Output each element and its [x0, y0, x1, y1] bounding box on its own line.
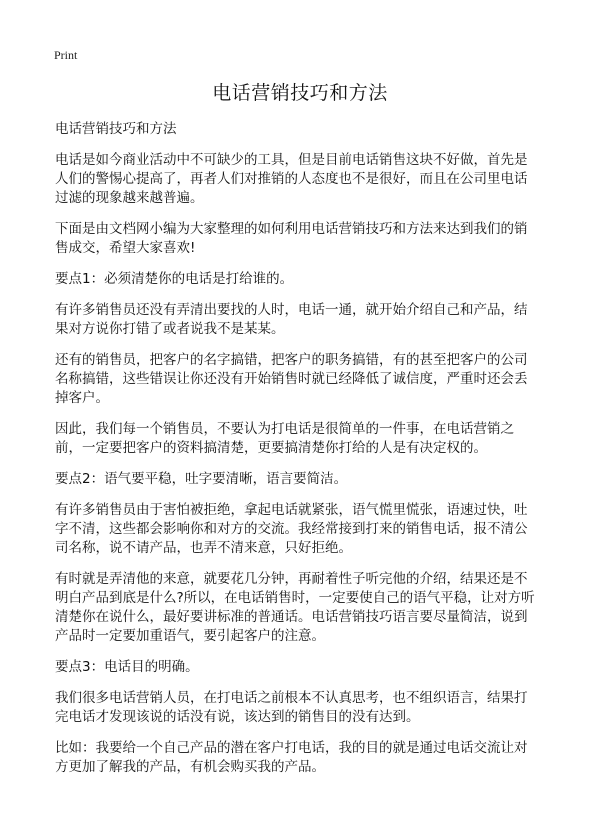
- paragraph: 因此，我们每一个销售员，不要认为打电话是很简单的一件事，在电话营销之前，一定要把客户的资料搞清楚，更要搞清楚你打给的人是有决定权的。: [55, 421, 514, 456]
- page-title: 电话营销技巧和方法: [212, 82, 388, 104]
- key-point-heading: 要点1：必须清楚你的电话是打给谁的。: [55, 271, 294, 287]
- paragraph: 我们很多电话营销人员，在打电话之前根本不认真思考，也不组织语言，结果打完电话才发现该说的话没有说，该达到的销售目的没有达到。: [55, 690, 528, 725]
- paragraph: 比如：我要给一个自己产品的潜在客户打电话，我的目的就是通过电话交流让对方更加了解我的产品，有机会购买我的产品。: [55, 740, 528, 775]
- paragraph: 还有的销售员，把客户的名字搞错，把客户的职务搞错，有的甚至把客户的公司名称搞错，这些错误让你还没有开始销售时就已经降低了诚信度，严重时还会丢掉客户。: [55, 352, 528, 406]
- paragraph: 有许多销售员还没有弄清出要找的人时，电话一通，就开始介绍自己和产品，结果对方说你打错了或者说我不是某某。: [55, 302, 528, 337]
- paragraph: 下面是由文档网小编为大家整理的如何利用电话营销技巧和方法来达到我们的销售成交，希望大家喜欢!: [55, 221, 528, 256]
- key-point-heading: 要点3：电话目的明确。: [55, 659, 199, 675]
- key-point-heading: 要点2：语气要平稳，吐字要清晰，语言要简洁。: [55, 471, 348, 487]
- paragraph: 有许多销售员由于害怕被拒绝，拿起电话就紧张，语气慌里慌张，语速过快，吐字不清，这些都会影响你和对方的交流。我经常接到打来的销售电话，报不清公司名称，说不请产品，也弄不清来意，只好拒绝。: [55, 502, 528, 556]
- print-link[interactable]: Print: [54, 48, 78, 62]
- paragraph: 电话是如今商业活动中不可缺少的工具，但是目前电话销售这块不好做，首先是人们的警惕心提高了，再者人们对推销的人态度也不是很好，而且在公司里电话过滤的现象越来越普遍。: [55, 152, 528, 206]
- subtitle-paragraph: 电话营销技巧和方法: [55, 121, 177, 137]
- paragraph: 有时就是弄清他的来意，就要花几分钟，再耐着性子听完他的介绍，结果还是不明白产品到底是什么?所以，在电话销售时，一定要使自己的语气平稳，让对方听清楚你在说什么，最好要讲标准的普通话。电话营销技巧语言要尽量简洁，说到产品时一定要加重语气，要引起客户的注意。: [55, 571, 535, 644]
- document-body: [55, 120, 535, 789]
